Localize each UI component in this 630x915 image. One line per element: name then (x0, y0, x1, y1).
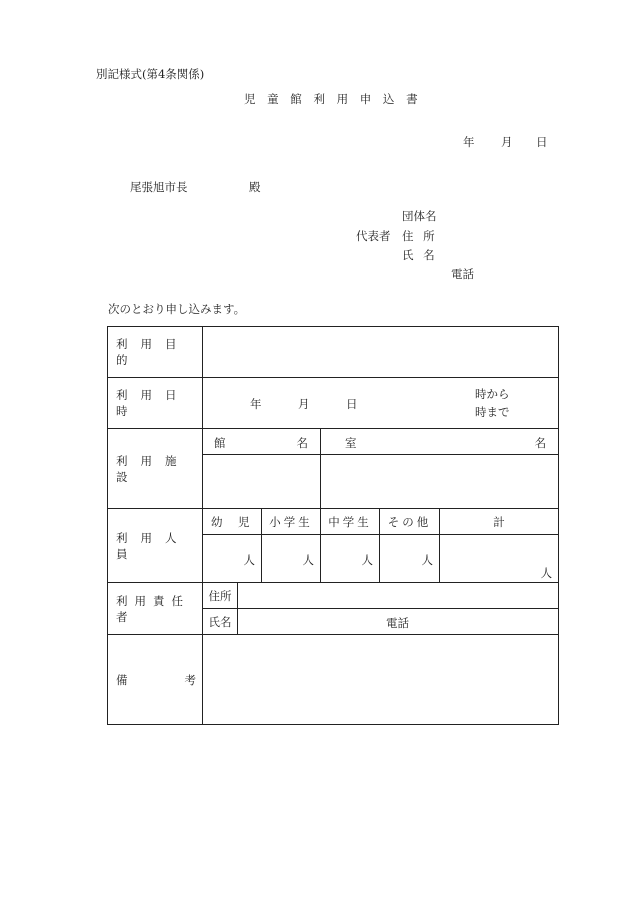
application-table (107, 326, 559, 725)
other-header: その他 (380, 509, 440, 535)
datetime-field[interactable] (203, 378, 559, 429)
facility-label: 利用施設 (108, 429, 203, 509)
junior-high-count-field[interactable] (321, 535, 380, 583)
addressee-honorific: 殿 (249, 180, 261, 194)
elementary-unit: 人 (302, 553, 314, 567)
name-label: 氏 名 (402, 248, 438, 262)
room-label: 室 (345, 436, 357, 450)
datetime-year: 年 (250, 397, 262, 411)
room-name-label: 名 (534, 436, 547, 450)
infant-count-field[interactable] (203, 535, 262, 583)
responsible-name-label: 氏名 (203, 609, 238, 635)
remarks-label-char-2: 考 (184, 673, 196, 687)
representative-label: 代表者 (356, 229, 391, 243)
form-reference: 別記様式(第4条関係) (96, 67, 205, 81)
hall-name-field[interactable] (203, 455, 321, 509)
addressee-name: 尾張旭市長 (130, 180, 188, 194)
other-unit: 人 (421, 553, 433, 567)
junior-high-header: 中学生 (321, 509, 380, 535)
date-month-label: 月 (501, 135, 513, 149)
infant-unit: 人 (243, 553, 255, 567)
junior-high-unit: 人 (361, 553, 373, 567)
purpose-field[interactable] (203, 327, 559, 378)
people-label: 利用人員 (108, 509, 203, 583)
responsible-label: 利用責任者 (108, 583, 203, 635)
group-name-label: 団体名 (402, 209, 437, 223)
hall-header (203, 429, 321, 455)
remarks-label-char-1: 備 (116, 673, 128, 687)
datetime-to: 時まで (475, 405, 510, 419)
date-day-label: 日 (536, 135, 548, 149)
datetime-label: 利用日時 (108, 378, 203, 429)
intro-text: 次のとおり申し込みます。 (108, 302, 246, 316)
responsible-address-label: 住所 (203, 583, 238, 609)
responsible-address-field[interactable] (238, 583, 559, 609)
elementary-header: 小学生 (262, 509, 321, 535)
hall-name-label: 名 (296, 436, 308, 450)
purpose-label: 利用目的 (108, 327, 203, 378)
hall-label: 館 (214, 436, 226, 450)
responsible-name-field[interactable] (238, 609, 559, 635)
total-unit: 人 (540, 566, 553, 580)
datetime-from: 時から (475, 387, 510, 401)
document-title: 児 童 館 利 用 申 込 書 (244, 92, 422, 106)
remarks-label (108, 635, 203, 725)
total-header: 計 (440, 509, 559, 535)
datetime-day: 日 (346, 397, 358, 411)
datetime-month: 月 (298, 397, 310, 411)
responsible-phone-label: 電話 (386, 616, 409, 630)
remarks-field[interactable] (203, 635, 559, 725)
other-count-field[interactable] (380, 535, 440, 583)
room-header (321, 429, 559, 455)
total-count-field[interactable] (440, 535, 559, 583)
address-label: 住 所 (402, 229, 438, 243)
elementary-count-field[interactable] (262, 535, 321, 583)
phone-label: 電話 (451, 267, 474, 281)
room-name-field[interactable] (321, 455, 559, 509)
infant-header: 幼 児 (203, 509, 262, 535)
date-year-label: 年 (463, 135, 475, 149)
